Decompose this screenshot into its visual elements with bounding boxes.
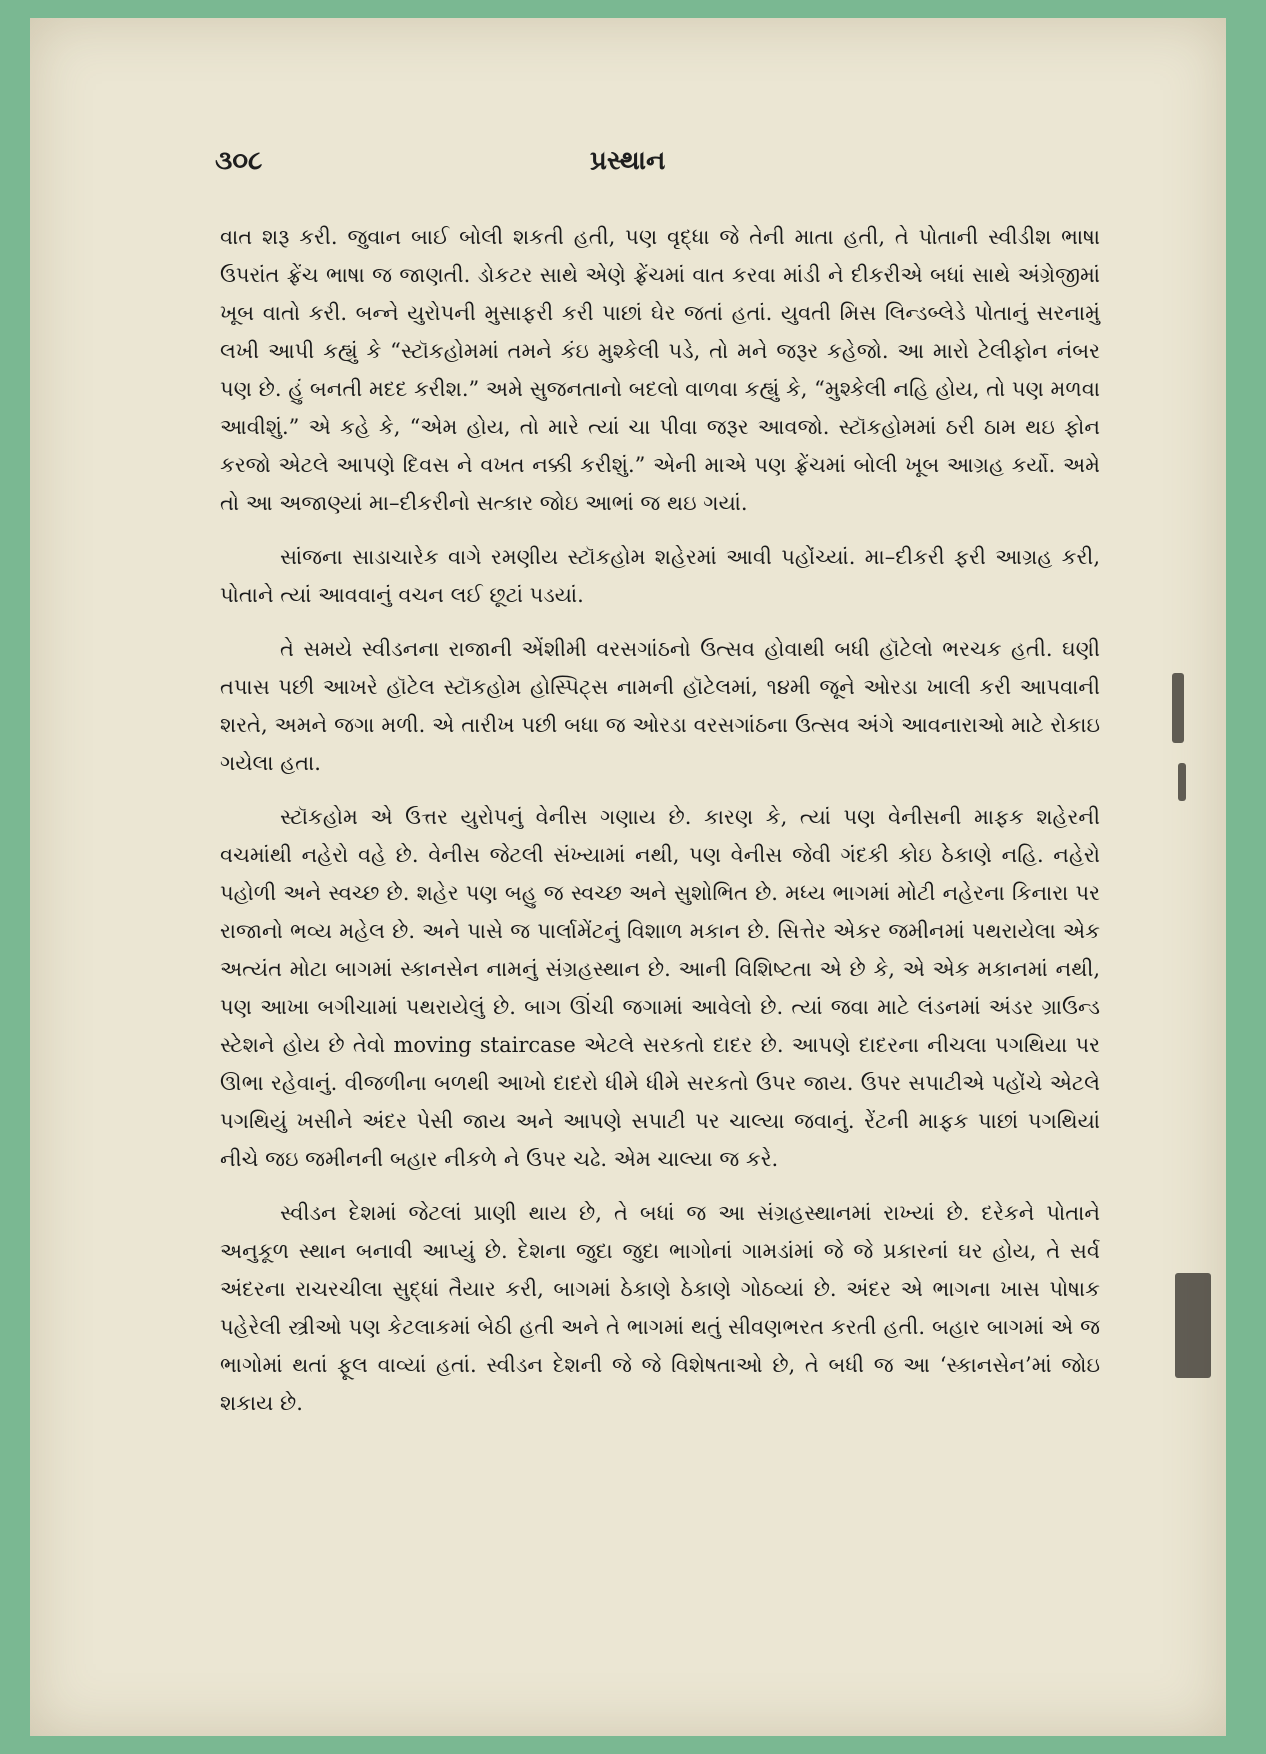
paragraph-2: સાંજના સાડાચારેક વાગે રમણીય સ્ટૉકહોમ શહેરમાં આવી પહોંચ્યાં. મા–દીકરી ફરી આગ્રહ કરી, પોતાને ત્યાં આવવાનું વચન લઈ છૂટાં પડયાં. [220,545,1100,607]
body-text [220,218,1100,1438]
page-header [30,146,1226,186]
page-number: ૩૦૮ [215,146,263,176]
paragraph-3: તે સમયે સ્વીડનના રાજાની એંશીમી વરસગાંઠનો ઉત્સવ હોવાથી બધી હૉટેલો ભરચક હતી. ઘણી તપાસ પછી આખરે હૉટેલ સ્ટૉકહોમ હોસ્પિટ્સ નામની હૉટેલમાં, ૧૪મી જૂને ઓરડા ખાલી કરી આપવાની શરતે, અમને જગા મળી. એ તારીખ પછી બધા જ ઓરડા વરસગાંઠના ઉત્સવ અંગે આવનારાઓ માટે રોકાઇ ગયેલા હતા. [220,637,1100,775]
page-damage-right [1175,1273,1211,1378]
page-mark-right-1 [1172,673,1184,743]
page-mark-right-2 [1178,763,1186,801]
paragraph-5: સ્વીડન દેશમાં જેટલાં પ્રાણી થાય છે, તે બધાં જ આ સંગ્રહસ્થાનમાં રાખ્યાં છે. દરેકને પોતાને અનુકૂળ સ્થાન બનાવી આપ્યું છે. દેશના જુદા જુદા ભાગોનાં ગામડાંમાં જે જે પ્રકારનાં ઘર હોય, તે સર્વ અંદરના રાચરચીલા સુદ્ધાં તૈયાર કરી, બાગમાં ઠેકાણે ઠેકાણે ગોઠવ્યાં છે. અંદર એ ભાગના ખાસ પોષાક પહેરેલી સ્ત્રીઓ પણ કેટલાકમાં બેઠી હતી અને તે ભાગમાં થતું સીવણભરત કરતી હતી. બહાર બાગમાં એ જ ભાગોમાં થતાં ફૂલ વાવ્યાં હતાં. સ્વીડન દેશની જે જે વિશેષતાઓ છે, તે બધી જ આ ‘સ્કાનસેન’માં જોઇ શકાય છે. [220,1201,1100,1415]
book-page [30,18,1226,1736]
running-title: પ્રસ્થાન [590,146,666,176]
paragraph-4: સ્ટૉકહોમ એ ઉત્તર યુરોપનું વેનીસ ગણાય છે. કારણ કે, ત્યાં પણ વેનીસની માફક શહેરની વચમાંથી નહેરો વહે છે. વેનીસ જેટલી સંખ્યામાં નથી, પણ વેનીસ જેવી ગંદકી કોઇ ઠેકાણે નહિ. નહેરો પહોળી અને સ્વચ્છ છે. શહેર પણ બહુ જ સ્વચ્છ અને સુશોભિત છે. મધ્ય ભાગમાં મોટી નહેરના કિનારા પર રાજાનો ભવ્ય મહેલ છે. અને પાસે જ પાર્લામેંટનું વિશાળ મકાન છે. સિત્તેર એકર જમીનમાં પથરાયેલા એક અત્યંત મોટા બાગમાં સ્કાનસેન નામનું સંગ્રહસ્થાન છે. આની વિશિષ્ટતા એ છે કે, એ એક મકાનમાં નથી, પણ આખા બગીચામાં પથરાયેલું છે. બાગ ઊંચી જગામાં આવેલો છે. ત્યાં જવા માટે લંડનમાં અંડર ગ્રાઉન્ડ સ્ટેશને હોય છે તેવો moving staircase એટલે સરકતો દાદર છે. આપણે દાદરના નીચલા પગથિયા પર ઊભા રહેવાનું. વીજળીના બળથી આખો દાદરો ધીમે ધીમે સરકતો ઉપર જાય. ઉપર સપાટીએ પહોંચે એટલે પગથિયું ખસીને અંદર પેસી જાય અને આપણે સપાટી પર ચાલ્યા જવાનું. રેંટની માફક પાછાં પગથિયાં નીચે જઇ જમીનની બહાર નીકળે ને ઉપર ચઢે. એમ ચાલ્યા જ કરે. [220,805,1100,1171]
paragraph-1: વાત શરૂ કરી. જુવાન બાઈ બોલી શકતી હતી, પણ વૃદ્ધા જે તેની માતા હતી, તે પોતાની સ્વીડીશ ભાષા ઉપરાંત ફ્રેંચ ભાષા જ જાણતી. ડોકટર સાથે એણે ફ્રેંચમાં વાત કરવા માંડી ને દીકરીએ બધાં સાથે અંગ્રેજીમાં ખૂબ વાતો કરી. બન્ને યુરોપની મુસાફરી કરી પાછાં ઘેર જતાં હતાં. યુવતી મિસ લિન્ડબ્લેડે પોતાનું સરનામું લખી આપી કહ્યું કે “સ્ટૉકહોમમાં તમને કંઇ મુશ્કેલી પડે, તો મને જરૂર કહેજો. આ મારો ટેલીફોન નંબર પણ છે. હું બનતી મદદ કરીશ.” અમે સુજનતાનો બદલો વાળવા કહ્યું કે, “મુશ્કેલી નહિ હોય, તો પણ મળવા આવીશું.” એ કહે કે, “એમ હોય, તો મારે ત્યાં ચા પીવા જરૂર આવજો. સ્ટૉકહોમમાં ઠરી ઠામ થઇ ફોન કરજો એટલે આપણે દિવસ ને વખત નક્કી કરીશું.” એની માએ પણ ફ્રેંચમાં બોલી ખૂબ આગ્રહ કર્યો. અમે તો આ અજાણ્યાં મા–દીકરીનો સત્કાર જોઇ આભાં જ થઇ ગયાં. [220,225,1100,515]
